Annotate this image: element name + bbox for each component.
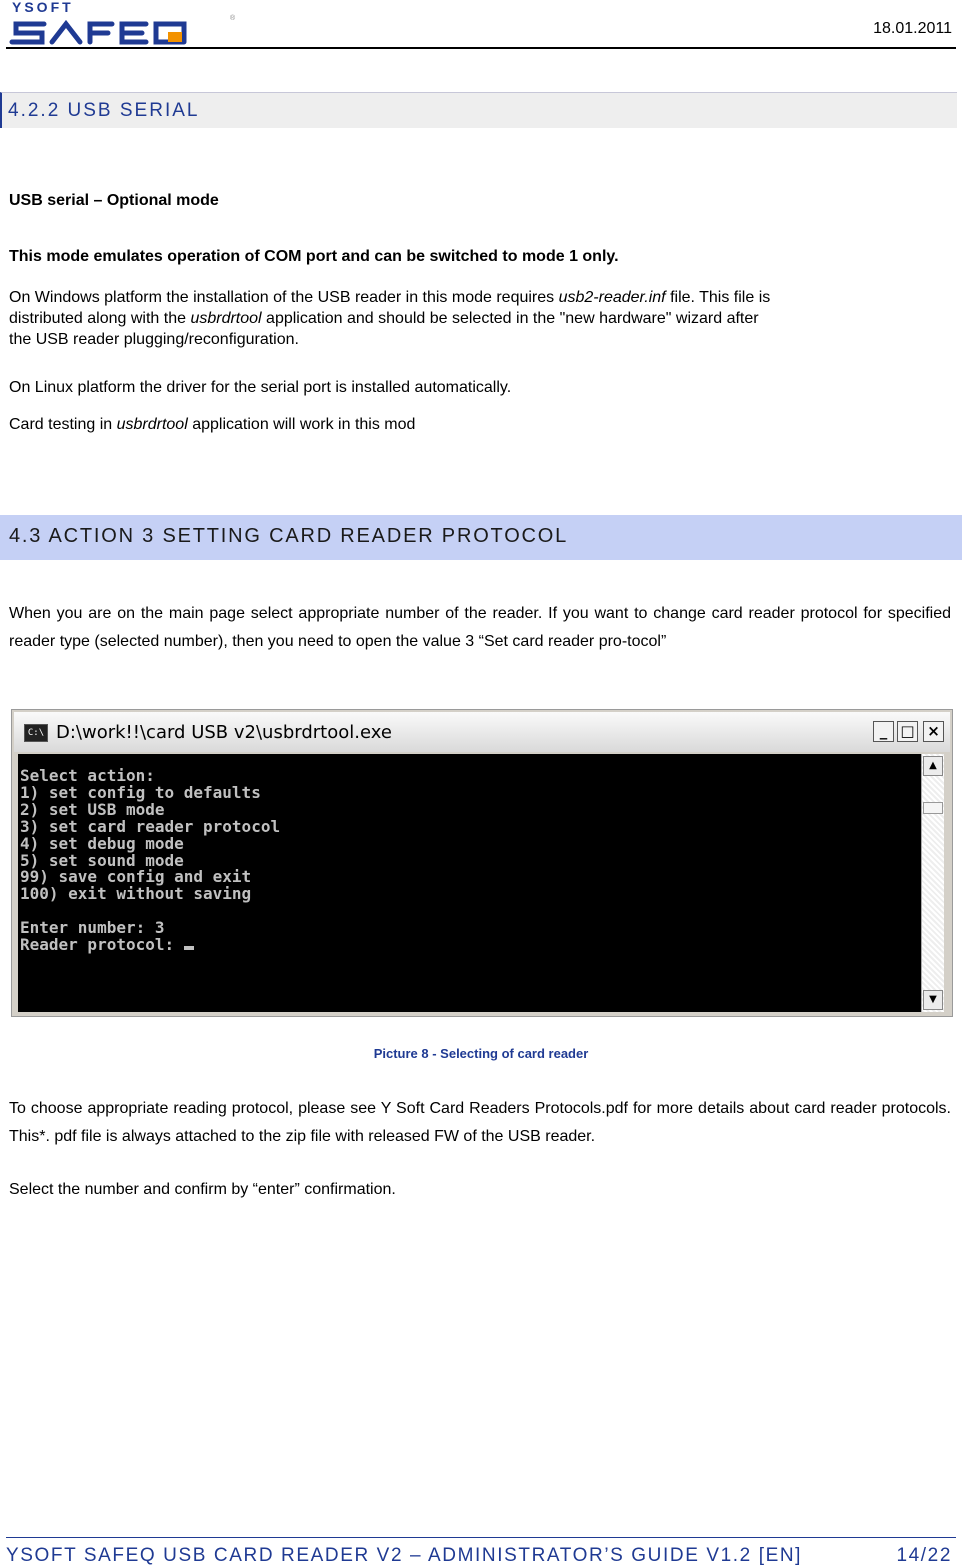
app-name: usbrdrtool — [190, 310, 262, 327]
window-titlebar — [14, 712, 950, 752]
console-cursor — [184, 946, 194, 950]
text-run: the USB reader plugging/reconfiguration. — [9, 331, 299, 348]
text-run: On Windows platform the installation of the USB reader in this mode requires — [9, 289, 559, 306]
text-run: application will work in this mod — [187, 416, 416, 433]
scrollbar-thumb[interactable] — [923, 802, 943, 814]
mode-lead-text: This mode emulates operation of COM port and can be switched to mode 1 only. — [9, 248, 619, 265]
text-run: distributed along with the — [9, 310, 191, 327]
console-output — [18, 754, 922, 1012]
close-button[interactable]: × — [923, 721, 944, 742]
scroll-down-arrow-icon[interactable]: ▼ — [923, 990, 943, 1010]
logo-ysoft-text: YSOFT — [12, 0, 74, 15]
app-name: usbrdrtool — [116, 416, 188, 433]
console-text: Select action: 1) set config to defaults 2) set USB mode 3) set card reader protocol 4) set debug mode 5) set sound mode 99) save config and exit 100) exit without saving Enter number: 3 Reader protocol: — [20, 766, 281, 955]
card-testing-paragraph — [9, 414, 415, 435]
intro-paragraph: When you are on the main page select appropriate number of the reader. If you want to change card reader protocol for specified reader type (selected number), then you need to open the value 3 “Set card reader pro-tocol” — [9, 605, 951, 650]
header-date: 18.01.2011 — [873, 20, 952, 37]
console-icon: C:\ — [24, 724, 48, 742]
text-run: file. This file is — [665, 289, 771, 306]
figure-caption: Picture 8 - Selecting of card reader — [373, 1046, 589, 1061]
text-run: application and should be selected in the "new hardware" wizard after — [261, 310, 759, 327]
maximize-button[interactable]: □ — [897, 721, 918, 742]
vertical-scrollbar[interactable] — [921, 754, 944, 1012]
svg-text:®: ® — [230, 15, 236, 22]
section-title: 4.3 ACTION 3 SETTING CARD READER PROTOCOL — [9, 525, 569, 547]
confirm-paragraph: Select the number and confirm by “enter” confirmation. — [9, 1181, 396, 1198]
linux-paragraph: On Linux platform the driver for the serial port is installed automatically. — [9, 379, 512, 396]
text-run: Card testing in — [9, 416, 117, 433]
protocol-paragraph: To choose appropriate reading protocol, please see Y Soft Card Readers Protocols.pdf for more details about card reader protocols. This*. pdf file is always attached to the zip file with released FW of the USB reader. — [9, 1100, 951, 1145]
windows-paragraph — [9, 287, 939, 350]
window-title: D:\work!!\card USB v2\usbrdrtool.exe — [56, 722, 392, 743]
console-window-screenshot — [11, 709, 953, 1017]
page-number: 14/22 — [896, 1545, 952, 1566]
header-divider — [6, 47, 956, 49]
page-header — [0, 0, 962, 50]
footer-document-title: YSOFT SAFEQ USB CARD READER V2 – ADMINISTRATOR’S GUIDE V1.2 [EN] — [6, 1545, 803, 1566]
minimize-button[interactable]: _ — [873, 721, 894, 742]
scroll-up-arrow-icon[interactable]: ▲ — [923, 756, 943, 776]
section-heading-action-3 — [0, 515, 962, 560]
section-heading-usb-serial — [0, 92, 957, 128]
subheading-optional-mode: USB serial – Optional mode — [9, 192, 219, 209]
ysoft-safeq-logo — [8, 0, 238, 48]
section-title: 4.2.2 USB SERIAL — [8, 100, 200, 121]
inf-file-name: usb2-reader.inf — [558, 289, 666, 306]
footer-divider — [6, 1537, 956, 1538]
